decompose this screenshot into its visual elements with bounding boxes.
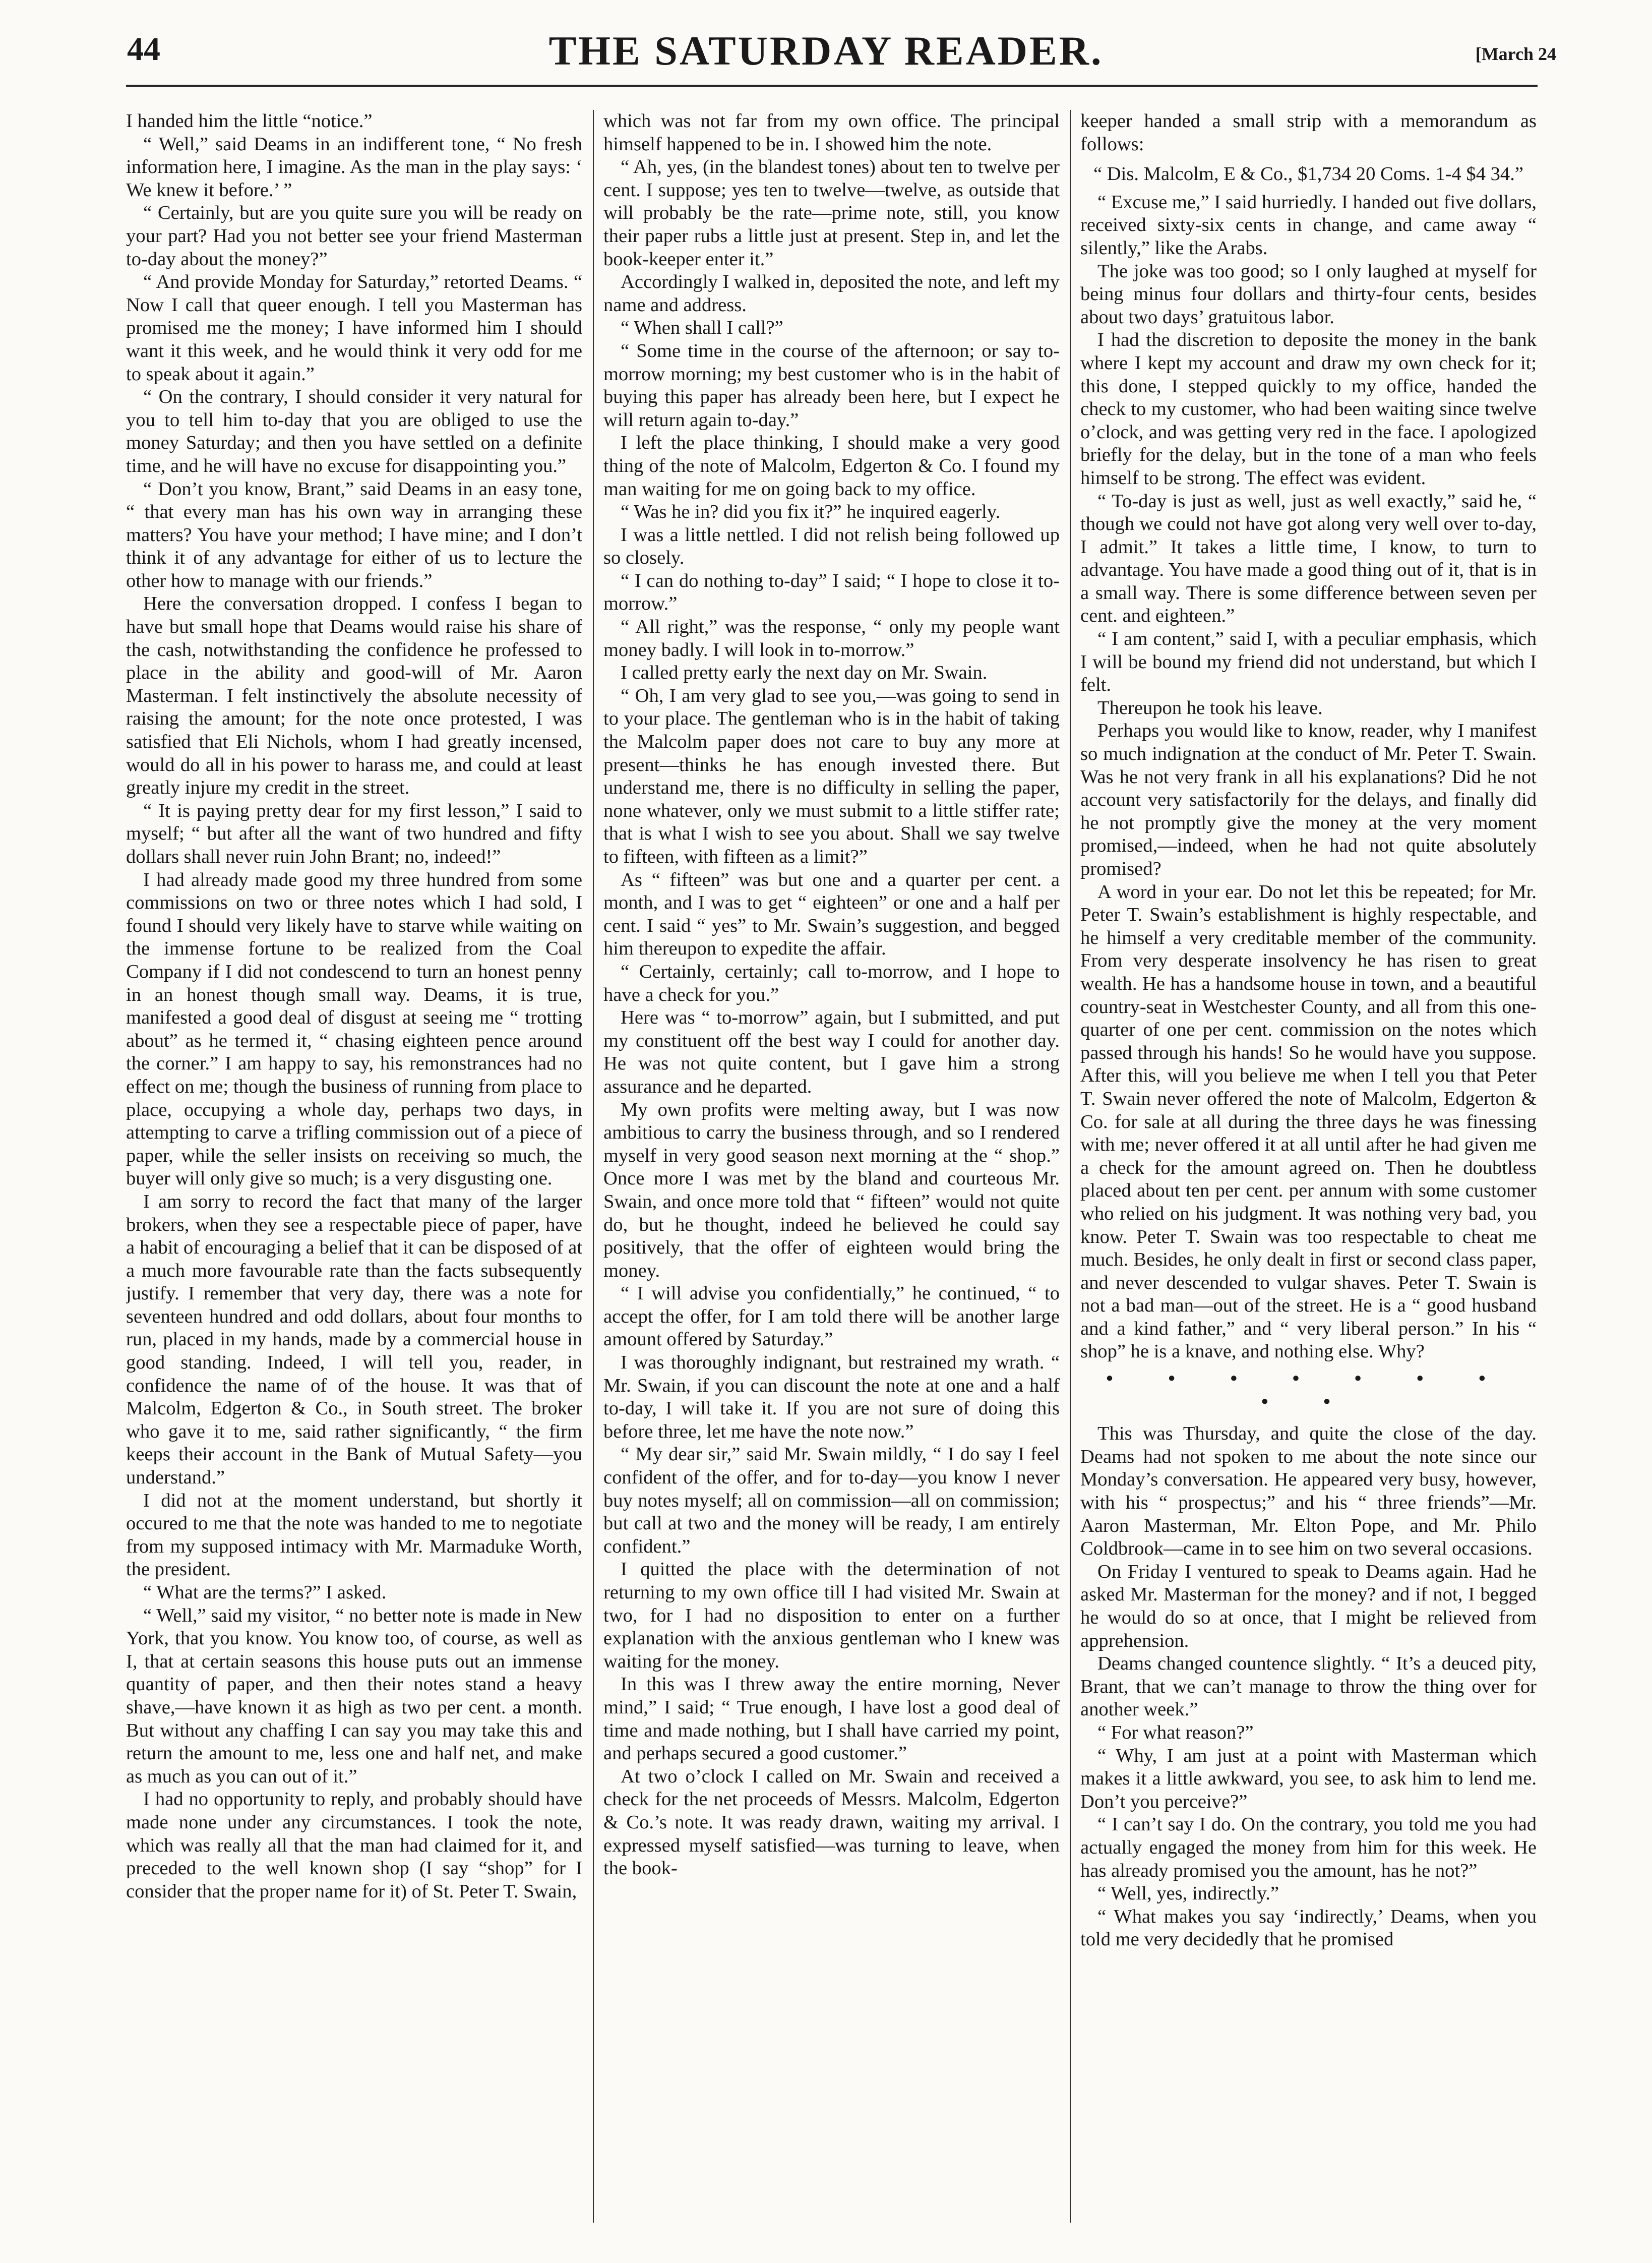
paragraph: At two o’clock I called on Mr. Swain and received a check for the net proceeds of Messrs. Malcolm, Edgerton & Co.’s note. It was ready drawn, waiting my arrival. I expressed myself satisfied—was turning to leave, when the book- [603, 1765, 1060, 1879]
paragraph: keeper handed a small strip with a memorandum as follows: [1080, 110, 1537, 155]
paragraph: I called pretty early the next day on Mr. Swain. [621, 662, 988, 684]
paragraph: “ Some time in the course of the afternoon; or say to-morrow morning; my best customer who is in the habit of buying this paper has already been here, but I expect he will return again to-day.” [603, 340, 1060, 431]
page-header [0, 0, 1652, 96]
paragraph: “ Well,” said my visitor, “ no better note is made in New York, that you know. You know too, of course, as well as I, that at certain seasons this house puts out an immense quantity of paper, and then their notes stand a heavy shave,—have known it as high as two per cent. a month. But without any chaffing I can say you may take this and return the amount to me, less one and half net, and make as much as you can out of it.” [126, 1604, 582, 1787]
paragraph: “ What makes you say ‘indirectly,’ Deams, when you told me very decidedly that he promised [1080, 1905, 1537, 1950]
paragraph: On Friday I ventured to speak to Deams again. Had he asked Mr. Masterman for the money? and if not, I begged he would do so at once, that I might be relieved from apprehension. [1080, 1561, 1537, 1651]
paragraph: “ On the contrary, I should consider it very natural for you to tell him to-day that you are obliged to use the money Saturday; and then you have settled on a definite time, and he will have no excuse for disappointing you.” [126, 386, 582, 477]
paragraph: I was thoroughly indignant, but restrained my wrath. “ Mr. Swain, if you can discount the note at one and a half to-day, I will take it. If you are not sure of doing this before three, let me have the note now.” [603, 1352, 1060, 1442]
paragraph: Here the conversation dropped. I confess I began to have but small hope that Deams would raise his share of the cash, notwithstanding the confidence he professed to place in the ability and good-will of Mr. Aaron Masterman. I felt instinctively the absolute necessity of raising the amount; for the note once protested, I was satisfied that Eli Nichols, whom I had greatly incensed, would do all in his power to harass me, and could at least greatly injure my credit in the street. [126, 593, 582, 799]
paragraph: “ What are the terms?” I asked. [143, 1582, 387, 1603]
paragraph: “ All right,” was the response, “ only my people want money badly. I will look in to-morrow.” [603, 616, 1060, 661]
paragraph: I left the place thinking, I should make a very good thing of the note of Malcolm, Edgerton & Co. I found my man waiting for me on going back to my office. [603, 432, 1060, 500]
paragraph: I handed him the little “notice.” [126, 110, 373, 132]
paragraph: Accordingly I walked in, deposited the note, and left my name and address. [603, 271, 1060, 316]
paragraph: “ Oh, I am very glad to see you,—was going to send in to your place. The gentleman who is in the habit of taking the Malcolm paper does not care to buy any more at present—thinks he has enough invested there. But understand me, there is no difficulty in selling the paper, none whatever, only we must submit to a little stiffer rate; that is what I wish to see you about. Shall we say twelve to fifteen, with fifteen as a limit?” [603, 685, 1060, 867]
paragraph: “ It is paying pretty dear for my first lesson,” I said to myself; “ but after all the want of two hundred and fifty dollars shall never ruin John Brant; no, indeed!” [126, 800, 582, 867]
paragraph: Deams changed countence slightly. “ It’s a deuced pity, Brant, that we can’t manage to throw the thing over for another week.” [1080, 1653, 1537, 1720]
column-2 [603, 110, 1060, 2223]
issue-date: [March 24 [1475, 44, 1556, 64]
paragraph: I had the discretion to deposite the money in the bank where I kept my account and draw my own check for it; this done, I stepped quickly to my office, handed the check to my customer, who had been waiting since twelve o’clock, and was getting very red in the face. I apologized briefly for the delay, but in the tone of a man who feels himself to be strong. The effect was evident. [1080, 329, 1537, 489]
paragraph: “ I am content,” said I, with a peculiar emphasis, which I will be bound my friend did not understand, but which I felt. [1080, 628, 1537, 696]
paragraph: Perhaps you would like to know, reader, why I manifest so much indignation at the conduct of Mr. Peter T. Swain. Was he not very frank in all his explanations? Did he not account very satisfactorily for the delays, and finally did he not promptly give the money at the very moment promised,—indeed, when he had not quite absolutely promised? [1080, 720, 1537, 879]
paragraph: “ Excuse me,” I said hurriedly. I handed out five dollars, received sixty-six cents in change, and came away “ silently,” like the Arabs. [1080, 191, 1537, 259]
masthead-title: THE SATURDAY READER. [548, 28, 1104, 74]
paragraph: The joke was too good; so I only laughed at myself for being minus four dollars and thirty-four cents, besides about two days’ gratuitous labor. [1080, 260, 1537, 328]
paragraph: which was not far from my own office. The principal himself happened to be in. I showed him the note. [603, 110, 1060, 155]
paragraph: “ Was he in? did you fix it?” he inquired eagerly. [621, 501, 1001, 523]
paragraph: In this was I threw away the entire morning, Never mind,” I said; “ True enough, I have lost a good deal of time and made nothing, but I shall have carried my point, and perhaps secured a good customer.” [603, 1674, 1060, 1764]
paragraph: Thereupon he took his leave. [1097, 697, 1323, 719]
page-number: 44 [127, 31, 160, 68]
paragraph: I quitted the place with the determination of not returning to my own office till I had visited Mr. Swain at two, for I had no disposition to enter on a further explanation with the anxious gentleman who I knew was waiting for the money. [603, 1559, 1060, 1672]
column-divider [593, 110, 594, 2223]
paragraph: “ Certainly, certainly; call to-morrow, and I hope to have a check for you.” [603, 961, 1060, 1005]
paragraph: This was Thursday, and quite the close of the day. Deams had not spoken to me about the note since our Monday’s conversation. He appeared very busy, however, with his “ prospectus;” and his “ three friends”—Mr. Aaron Masterman, Mr. Elton Pope, and Mr. Philo Coldbrook—came in to see him on two several occasions. [1080, 1423, 1537, 1560]
paragraph: “ Why, I am just at a point with Masterman which makes it a little awkward, you see, to ask him to lend me. Don’t you perceive?” [1080, 1745, 1537, 1812]
paragraph: I had no opportunity to reply, and probably should have made none under any circumstances. I took the note, which was really all that the man had claimed for it, and preceded to the well known shop (I say “shop” for I consider that the proper name for it) of St. Peter T. Swain, [126, 1789, 582, 1902]
paragraph: “ Well, yes, indirectly.” [1097, 1883, 1279, 1904]
paragraph: My own profits were melting away, but I was now ambitious to carry the business through, and so I rendered myself in very good season next morning at the “ shop.” Once more I was met by the bland and courteous Mr. Swain, and once more told that “ fifteen” would not quite do, but he thought, indeed he believed he could say positively, that the offer of eighteen would bring the money. [603, 1099, 1060, 1281]
column-divider [1070, 110, 1071, 2223]
header-rule [126, 85, 1538, 87]
paragraph: As “ fifteen” was but one and a quarter per cent. a month, and I was to get “ eighteen” or one and a half per cent. I said “ yes” to Mr. Swain’s suggestion, and begged him thereupon to expedite the affair. [603, 869, 1060, 960]
paragraph: I was a little nettled. I did not relish being followed up so closely. [603, 524, 1060, 569]
paragraph: I am sorry to record the fact that many of the larger brokers, when they see a respectable piece of paper, have a habit of encouraging a belief that it can be disposed of at a much more favourable rate than the facts subsequently justify. I remember that very day, there was a note for seventeen hundred and odd dollars, about four months to run, placed in my hands, made by a commercial house in good standing. Indeed, I will tell you, reader, in confidence the name of of the house. It was that of Malcolm, Edgerton & Co., in South street. The broker who gave it to me, said rather significantly, “ the firm keeps their account in the Bank of Mutual Safety—you understand.” [126, 1190, 582, 1488]
memorandum: “ Dis. Malcolm, E & Co., $1,734 20 Coms. 1-4 $4 34.” [1093, 163, 1523, 185]
paragraph: “ Certainly, but are you quite sure you will be ready on your part? Had you not better see your friend Masterman to-day about the money?” [126, 202, 582, 270]
text-columns [126, 110, 1538, 2223]
paragraph: I had already made good my three hundred from some commissions on two or three notes which I had sold, I found I should very likely have to starve while waiting on the immense fortune to be realized from the Coal Company if I did not condescend to turn an honest penny in an honest though small way. Deams, it is true, manifested a good deal of disgust at seeing me “ trotting about” as he termed it, “ chasing eighteen pence around the corner.” I am happy to say, his remonstrances had no effect on me; though the business of running from place to place, occupying a whole day, perhaps two days, in attempting to carve a trifling commission out of a piece of paper, while the seller insists on receiving so much, the buyer will only give so much; is a very disgusting one. [126, 869, 582, 1189]
paragraph: “ When shall I call?” [621, 317, 783, 339]
paragraph: “ And provide Monday for Saturday,” retorted Deams. “ Now I call that queer enough. I tell you Masterman has promised me the money; I have informed him I should want it this week, and he would think it very odd for me to speak about it again.” [126, 271, 582, 385]
section-separator: • • • • • • • • • [1106, 1368, 1511, 1412]
paragraph: “ I can’t say I do. On the contrary, you told me you had actually engaged the money from him for this week. He has already promised you the amount, has he not?” [1080, 1814, 1537, 1881]
paragraph: Here was “ to-morrow” again, but I submitted, and put my constituent off the best way I could for another day. He was not quite content, but I gave him a strong assurance and he departed. [603, 1007, 1060, 1097]
paragraph: “ Well,” said Deams in an indifferent tone, “ No fresh information here, I imagine. As the man in the play says: ‘ We knew it before.’ ” [126, 133, 582, 201]
paragraph: I did not at the moment understand, but shortly it occured to me that the note was handed to me to negotiate from my supposed intimacy with Mr. Marmaduke Worth, the president. [126, 1490, 582, 1580]
paragraph: “ For what reason?” [1097, 1721, 1254, 1743]
paragraph: “ My dear sir,” said Mr. Swain mildly, “ I do say I feel confident of the offer, and for to-day—you know I never buy notes myself; all on commission—all on commission; but call at two and the money will be ready, I am entirely confident.” [603, 1444, 1060, 1557]
paragraph: A word in your ear. Do not let this be repeated; for Mr. Peter T. Swain’s establishment is highly respectable, and he himself a very creditable member of the community. From very desperate insolvency he has risen to great wealth. He has a handsome house in town, and a beautiful country-seat in Westchester County, and all from this one-quarter of one per cent. commission on the notes which passed through his hands! So he would have you suppose. After this, will you believe me when I tell you that Peter T. Swain never offered the note of Malcolm, Edgerton & Co. for sale at all during the three days he was finessing with me; never offered it at all until after he had given me a check for the amount agreed on. Then he doubtless placed about ten per cent. per annum with some customer who relied on his judgment. It was nothing very bad, you know. Peter T. Swain was too respectable to cheat me much. Besides, he only dealt in first or second class paper, and never descended to vulgar shaves. Peter T. Swain is not a bad man—out of the street. He is a “ good husband and a kind father,” and “ very liberal person.” In his “ shop” he is a knave, and nothing else. Why? [1080, 881, 1537, 1362]
paragraph: “ To-day is just as well, just as well exactly,” said he, “ though we could not have got along very well over to-day, I admit.” It takes a little time, I know, to turn to advantage. You have made a good thing out of it, that is in a small way. There is some difference between seven per cent. and eighteen.” [1080, 490, 1537, 627]
paragraph: “ I can do nothing to-day” I said; “ I hope to close it to-morrow.” [603, 570, 1060, 615]
paragraph: “ Don’t you know, Brant,” said Deams in an easy tone, “ that every man has his own way in arranging these matters? You have your method; I have mine; and I don’t think it of any advantage for either of us to lecture the other how to manage with our friends.” [126, 478, 582, 591]
paragraph: “ I will advise you confidentially,” he continued, “ to accept the offer, for I am told there will be another large amount offered by Saturday.” [603, 1283, 1060, 1350]
paragraph: “ Ah, yes, (in the blandest tones) about ten to twelve per cent. I suppose; yes ten to twelve—twelve, as outside that will probably be the rate—prime note, still, you know their paper rubs a little just at present. Step in, and let the book-keeper enter it.” [603, 156, 1060, 270]
column-3 [1080, 110, 1537, 2223]
column-1 [126, 110, 582, 2223]
